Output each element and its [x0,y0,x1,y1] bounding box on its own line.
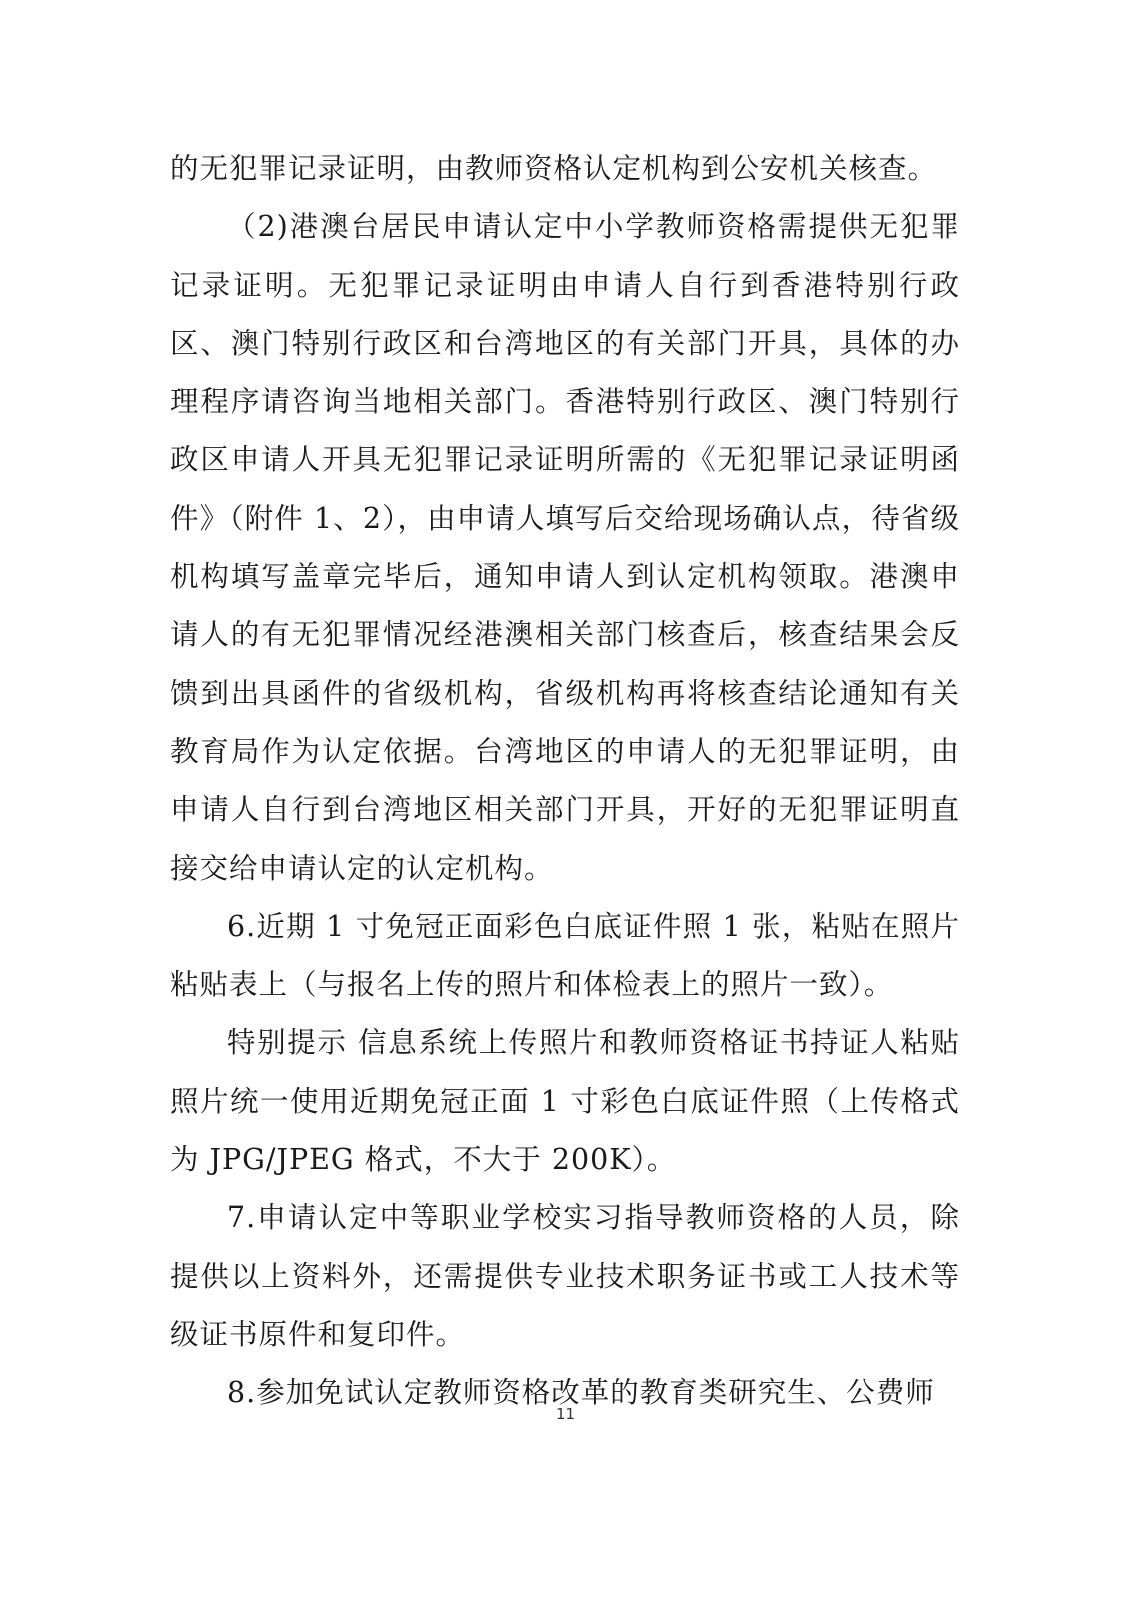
paragraph-item-7: 7.申请认定中等职业学校实习指导教师资格的人员，除提供以上资料外，还需提供专业技术职务证书或工人技术等级证书原件和复印件。 [170,1201,960,1351]
paragraph-item-6-photo: 6.近期 1 寸免冠正面彩色白底证件照 1 张，粘贴在照片粘贴表上（与报名上传的照片和体检表上的照片一致）。 [170,909,960,1002]
paragraph-special-notice: 特别提示 信息系统上传照片和教师资格证书持证人粘贴照片统一使用近期免冠正面 1 寸彩色白底证件照（上传格式为 JPG/JPEG 格式，不大于 200K）。 [170,1026,960,1177]
document-body [170,140,960,1423]
paragraph-item-8: 8.参加免试认定教师资格改革的教育类研究生、公费师 [227,1376,935,1410]
paragraph-continuation: 的无犯罪记录证明，由教师资格认定机构到公安机关核查。 [170,152,938,185]
page-number: 11 [555,1405,576,1423]
paragraph-hk-macao-taiwan: （2)港澳台居民申请认定中小学教师资格需提供无犯罪记录证明。无犯罪记录证明由申请人自行到香港特别行政区、澳门特别行政区和台湾地区的有关部门开具，具体的办理程序请咨询当地相关部门。香港特别行政区、澳门特别行政区申请人开具无犯罪记录证明所需的《无犯罪记录证明函件》（附件 1、2），由申请人填写后交给现场确认点，待省级机构填写盖章完毕后，通知申请人到认定机构领取。港澳申请人的有无犯罪情况经港澳相关部门核查后，核查结果会反馈到出具函件的省级机构，省级机构再将核查结论通知有关教育局作为认定依据。台湾地区的申请人的无犯罪证明，由申请人自行到台湾地区相关部门开具，开好的无犯罪证明直接交给申请认定的认定机构。 [170,210,960,885]
